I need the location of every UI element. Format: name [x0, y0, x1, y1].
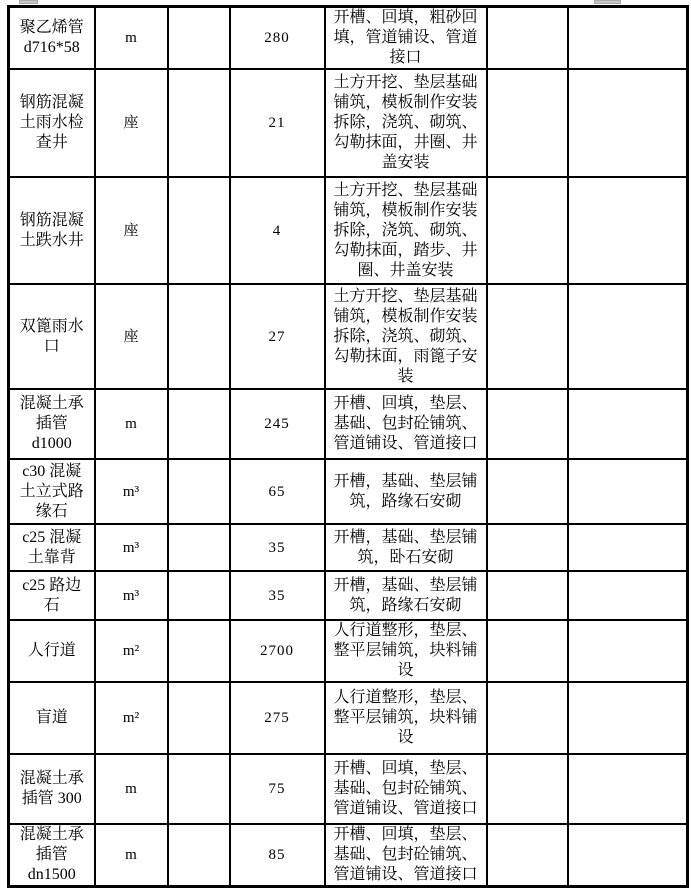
table-row — [9, 824, 688, 887]
item-name-cell: 混凝土承插管 d1000 — [9, 389, 95, 459]
blank-cell-3 — [568, 524, 688, 571]
quantity-cell: 65 — [230, 459, 325, 524]
blank-cell-2 — [487, 620, 568, 682]
blank-cell-2 — [487, 571, 568, 620]
table-row — [9, 459, 688, 524]
blank-cell-3 — [568, 7, 688, 70]
work-content-cell: 开槽、回填，粗砂回填，管道铺设、管道接口 — [325, 7, 487, 70]
item-name-cell: 混凝土承插管 300 — [9, 754, 95, 824]
item-name-cell: 双篦雨水口 — [9, 284, 95, 389]
blank-cell-2 — [487, 754, 568, 824]
blank-cell-1 — [168, 69, 230, 177]
table-row — [9, 69, 688, 177]
item-name-cell: c25 路边石 — [9, 571, 95, 620]
item-name-cell: 钢筋混凝土跌水井 — [9, 177, 95, 284]
blank-cell-2 — [487, 7, 568, 70]
table-row — [9, 571, 688, 620]
item-name-cell: c30 混凝土立式路缘石 — [9, 459, 95, 524]
quantity-cell: 2700 — [230, 620, 325, 682]
blank-cell-1 — [168, 284, 230, 389]
table-row — [9, 7, 688, 70]
blank-cell-2 — [487, 284, 568, 389]
top-left-fragment — [19, 0, 38, 4]
unit-cell: 座 — [95, 177, 168, 284]
blank-cell-3 — [568, 389, 688, 459]
work-content-cell: 开槽、回填，垫层、基础、包封砼铺筑、管道铺设、管道接口 — [325, 389, 487, 459]
unit-cell: m — [95, 824, 168, 887]
top-right-fragment — [594, 0, 621, 4]
blank-cell-3 — [568, 284, 688, 389]
unit-cell: 座 — [95, 284, 168, 389]
unit-cell: m³ — [95, 459, 168, 524]
quantity-cell: 245 — [230, 389, 325, 459]
quantity-cell: 85 — [230, 824, 325, 887]
item-name-cell: 钢筋混凝土雨水检查井 — [9, 69, 95, 177]
work-content-cell: 人行道整形，垫层、整平层铺筑，块料铺设 — [325, 682, 487, 754]
table-row — [9, 524, 688, 571]
blank-cell-2 — [487, 69, 568, 177]
unit-cell: m — [95, 389, 168, 459]
unit-cell: m² — [95, 620, 168, 682]
blank-cell-1 — [168, 682, 230, 754]
unit-cell: m — [95, 7, 168, 70]
unit-cell: m² — [95, 682, 168, 754]
blank-cell-3 — [568, 571, 688, 620]
blank-cell-3 — [568, 824, 688, 887]
blank-cell-1 — [168, 754, 230, 824]
blank-cell-3 — [568, 620, 688, 682]
work-content-cell: 人行道整形，垫层、整平层铺筑，块料铺设 — [325, 620, 487, 682]
table-row — [9, 177, 688, 284]
quantity-cell: 27 — [230, 284, 325, 389]
blank-cell-1 — [168, 7, 230, 70]
item-name-cell: 人行道 — [9, 620, 95, 682]
blank-cell-2 — [487, 682, 568, 754]
blank-cell-2 — [487, 524, 568, 571]
quantity-cell: 4 — [230, 177, 325, 284]
quantity-cell: 275 — [230, 682, 325, 754]
item-name-cell: 聚乙烯管d716*58 — [9, 7, 95, 70]
blank-cell-2 — [487, 389, 568, 459]
quantity-cell: 35 — [230, 524, 325, 571]
work-content-cell: 土方开挖、垫层基础铺筑，模板制作安装拆除，浇筑、砌筑、勾勒抹面，踏步、井圈、井盖安装 — [325, 177, 487, 284]
table-row — [9, 284, 688, 389]
item-name-cell: 混凝土承插管 dn1500 — [9, 824, 95, 887]
work-content-cell: 土方开挖、垫层基础铺筑，模板制作安装拆除，浇筑、砌筑、勾勒抹面，雨篦子安装 — [325, 284, 487, 389]
blank-cell-3 — [568, 682, 688, 754]
blank-cell-2 — [487, 824, 568, 887]
unit-cell: m³ — [95, 524, 168, 571]
work-content-cell: 开槽、回填，垫层、基础、包封砼铺筑、管道铺设、管道接口 — [325, 824, 487, 887]
table-row — [9, 389, 688, 459]
blank-cell-1 — [168, 177, 230, 284]
work-content-cell: 开槽、回填，垫层、基础、包封砼铺筑、管道铺设、管道接口 — [325, 754, 487, 824]
quantity-cell: 75 — [230, 754, 325, 824]
quantity-cell: 280 — [230, 7, 325, 70]
blank-cell-3 — [568, 754, 688, 824]
blank-cell-1 — [168, 824, 230, 887]
blank-cell-1 — [168, 524, 230, 571]
unit-cell: m — [95, 754, 168, 824]
work-content-cell: 开槽，基础、垫层铺筑，路缘石安砌 — [325, 571, 487, 620]
unit-cell: m³ — [95, 571, 168, 620]
blank-cell-3 — [568, 69, 688, 177]
table-row — [9, 682, 688, 754]
blank-cell-1 — [168, 571, 230, 620]
blank-cell-2 — [487, 459, 568, 524]
blank-cell-2 — [487, 177, 568, 284]
table-row — [9, 620, 688, 682]
work-content-cell: 开槽，基础、垫层铺筑，路缘石安砌 — [325, 459, 487, 524]
blank-cell-3 — [568, 177, 688, 284]
quantity-cell: 21 — [230, 69, 325, 177]
work-content-cell: 开槽，基础、垫层铺筑，卧石安砌 — [325, 524, 487, 571]
unit-cell: 座 — [95, 69, 168, 177]
table-row — [9, 754, 688, 824]
item-name-cell: 盲道 — [9, 682, 95, 754]
work-content-cell: 土方开挖、垫层基础铺筑，模板制作安装拆除，浇筑、砌筑、勾勒抹面，井圈、井盖安装 — [325, 69, 487, 177]
quantity-cell: 35 — [230, 571, 325, 620]
blank-cell-3 — [568, 459, 688, 524]
blank-cell-1 — [168, 389, 230, 459]
item-name-cell: c25 混凝土靠背 — [9, 524, 95, 571]
bill-of-quantities-table — [7, 5, 689, 888]
blank-cell-1 — [168, 620, 230, 682]
blank-cell-1 — [168, 459, 230, 524]
